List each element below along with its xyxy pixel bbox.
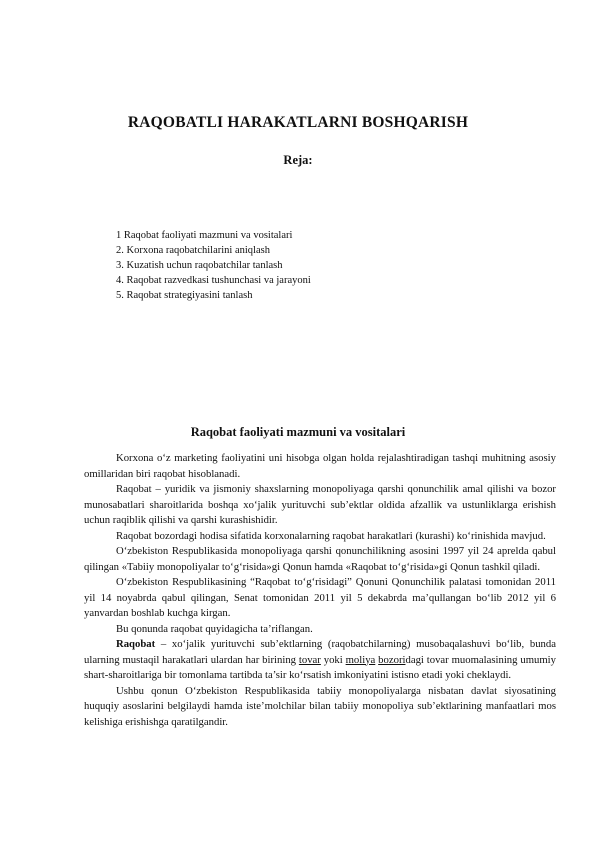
link-moliya[interactable]: moliya	[345, 653, 376, 666]
plan-item: 4. Raqobat razvedkasi tushunchasi va jarayoni	[116, 275, 311, 286]
link-tovar[interactable]: tovar	[298, 653, 321, 666]
plan-item: 2. Korxona raqobatchilarini aniqlash	[116, 245, 270, 256]
paragraph-definition	[84, 637, 556, 684]
paragraph: Raqobat – yuridik va jismoniy shaxslarning monopoliyaga qarshi qonunchilik amal qilishi va bozor munosabatlari sharoitlarida boshqa xo‘jalik yurituvchi sub’ektlar oldida afzallik va ustunliklarga erishish uchun raqiblik qilishi va qarshi kurashishidir.	[84, 483, 556, 526]
plan-item: 5. Raqobat strategiyasini tanlash	[116, 290, 253, 301]
plan-list	[116, 228, 311, 303]
definition-text: – xo‘jalik yurituvchi sub’ektlarning (raqobatchilarning) musobaqalashuvi bo‘lib, bunda ularning mustaqil harakatlari ulardan har birining	[84, 638, 556, 666]
section-title: Raqobat faoliyati mazmuni va vositalari	[190, 425, 406, 439]
paragraph: O‘zbekiston Respublikasida monopoliyaga qarshi qonunchilikning asosini 1997 yil 24 aprelda qabul qilingan «Tabiiy monopoliyalar to‘g‘risida»gi Qonun hamda «Raqobat to‘g‘risida»gi Qonun tashkil qiladi.	[84, 545, 556, 573]
paragraph: Raqobat bozordagi hodisa sifatida korxonalarning raqobat harakatlari (kurashi) ko‘rinishida mavjud.	[116, 529, 546, 542]
body-text	[84, 451, 556, 730]
plan-item: 3. Kuzatish uchun raqobatchilar tanlash	[116, 260, 283, 271]
plan-item: 1 Raqobat faoliyati mazmuni va vositalari	[116, 230, 293, 241]
term-raqobat: Raqobat	[116, 638, 156, 650]
paragraph: Bu qonunda raqobat quyidagicha ta’riflangan.	[116, 622, 313, 635]
plan-heading: Reja:	[283, 153, 313, 167]
paragraph: Korxona o‘z marketing faoliyatini uni hisobga olgan holda rejalashtiradigan tashqi muhitning asosiy omillaridan biri raqobat hisoblanadi.	[84, 452, 556, 480]
definition-text: dagi tovar muomalasining umumiy shart-sharoitlariga bir tomonlama tartibda ta’sir ko‘rsatish imkoniyatini istisno etadi yoki cheklaydi.	[84, 653, 556, 681]
document-title: RAQOBATLI HARAKATLARNI BOSHQARISH	[127, 114, 469, 131]
link-bozori[interactable]: bozori	[378, 653, 406, 666]
paragraph: O‘zbekiston Respublikasining “Raqobat to‘g‘risidagi” Qonuni Qonunchilik palatasi tomonidan 2011 yil 14 noyabrda qabul qilingan, Senat tomonidan 2011 yil 5 dekabrda ma’qullangan bo‘lib 2012 yil 6 yanvardan boshlab kuchga kirgan.	[84, 576, 556, 619]
paragraph: Ushbu qonun O‘zbekiston Respublikasida tabiiy monopoliyalarga nisbatan davlat siyosatining huquqiy asoslarini belgilaydi hamda iste’molchilar bilan tabiiy monopoliya sub’ektlarining manfaatlari mos kelishiga erishishga qaratilgandir.	[84, 684, 556, 728]
definition-text: yoki	[320, 653, 346, 666]
